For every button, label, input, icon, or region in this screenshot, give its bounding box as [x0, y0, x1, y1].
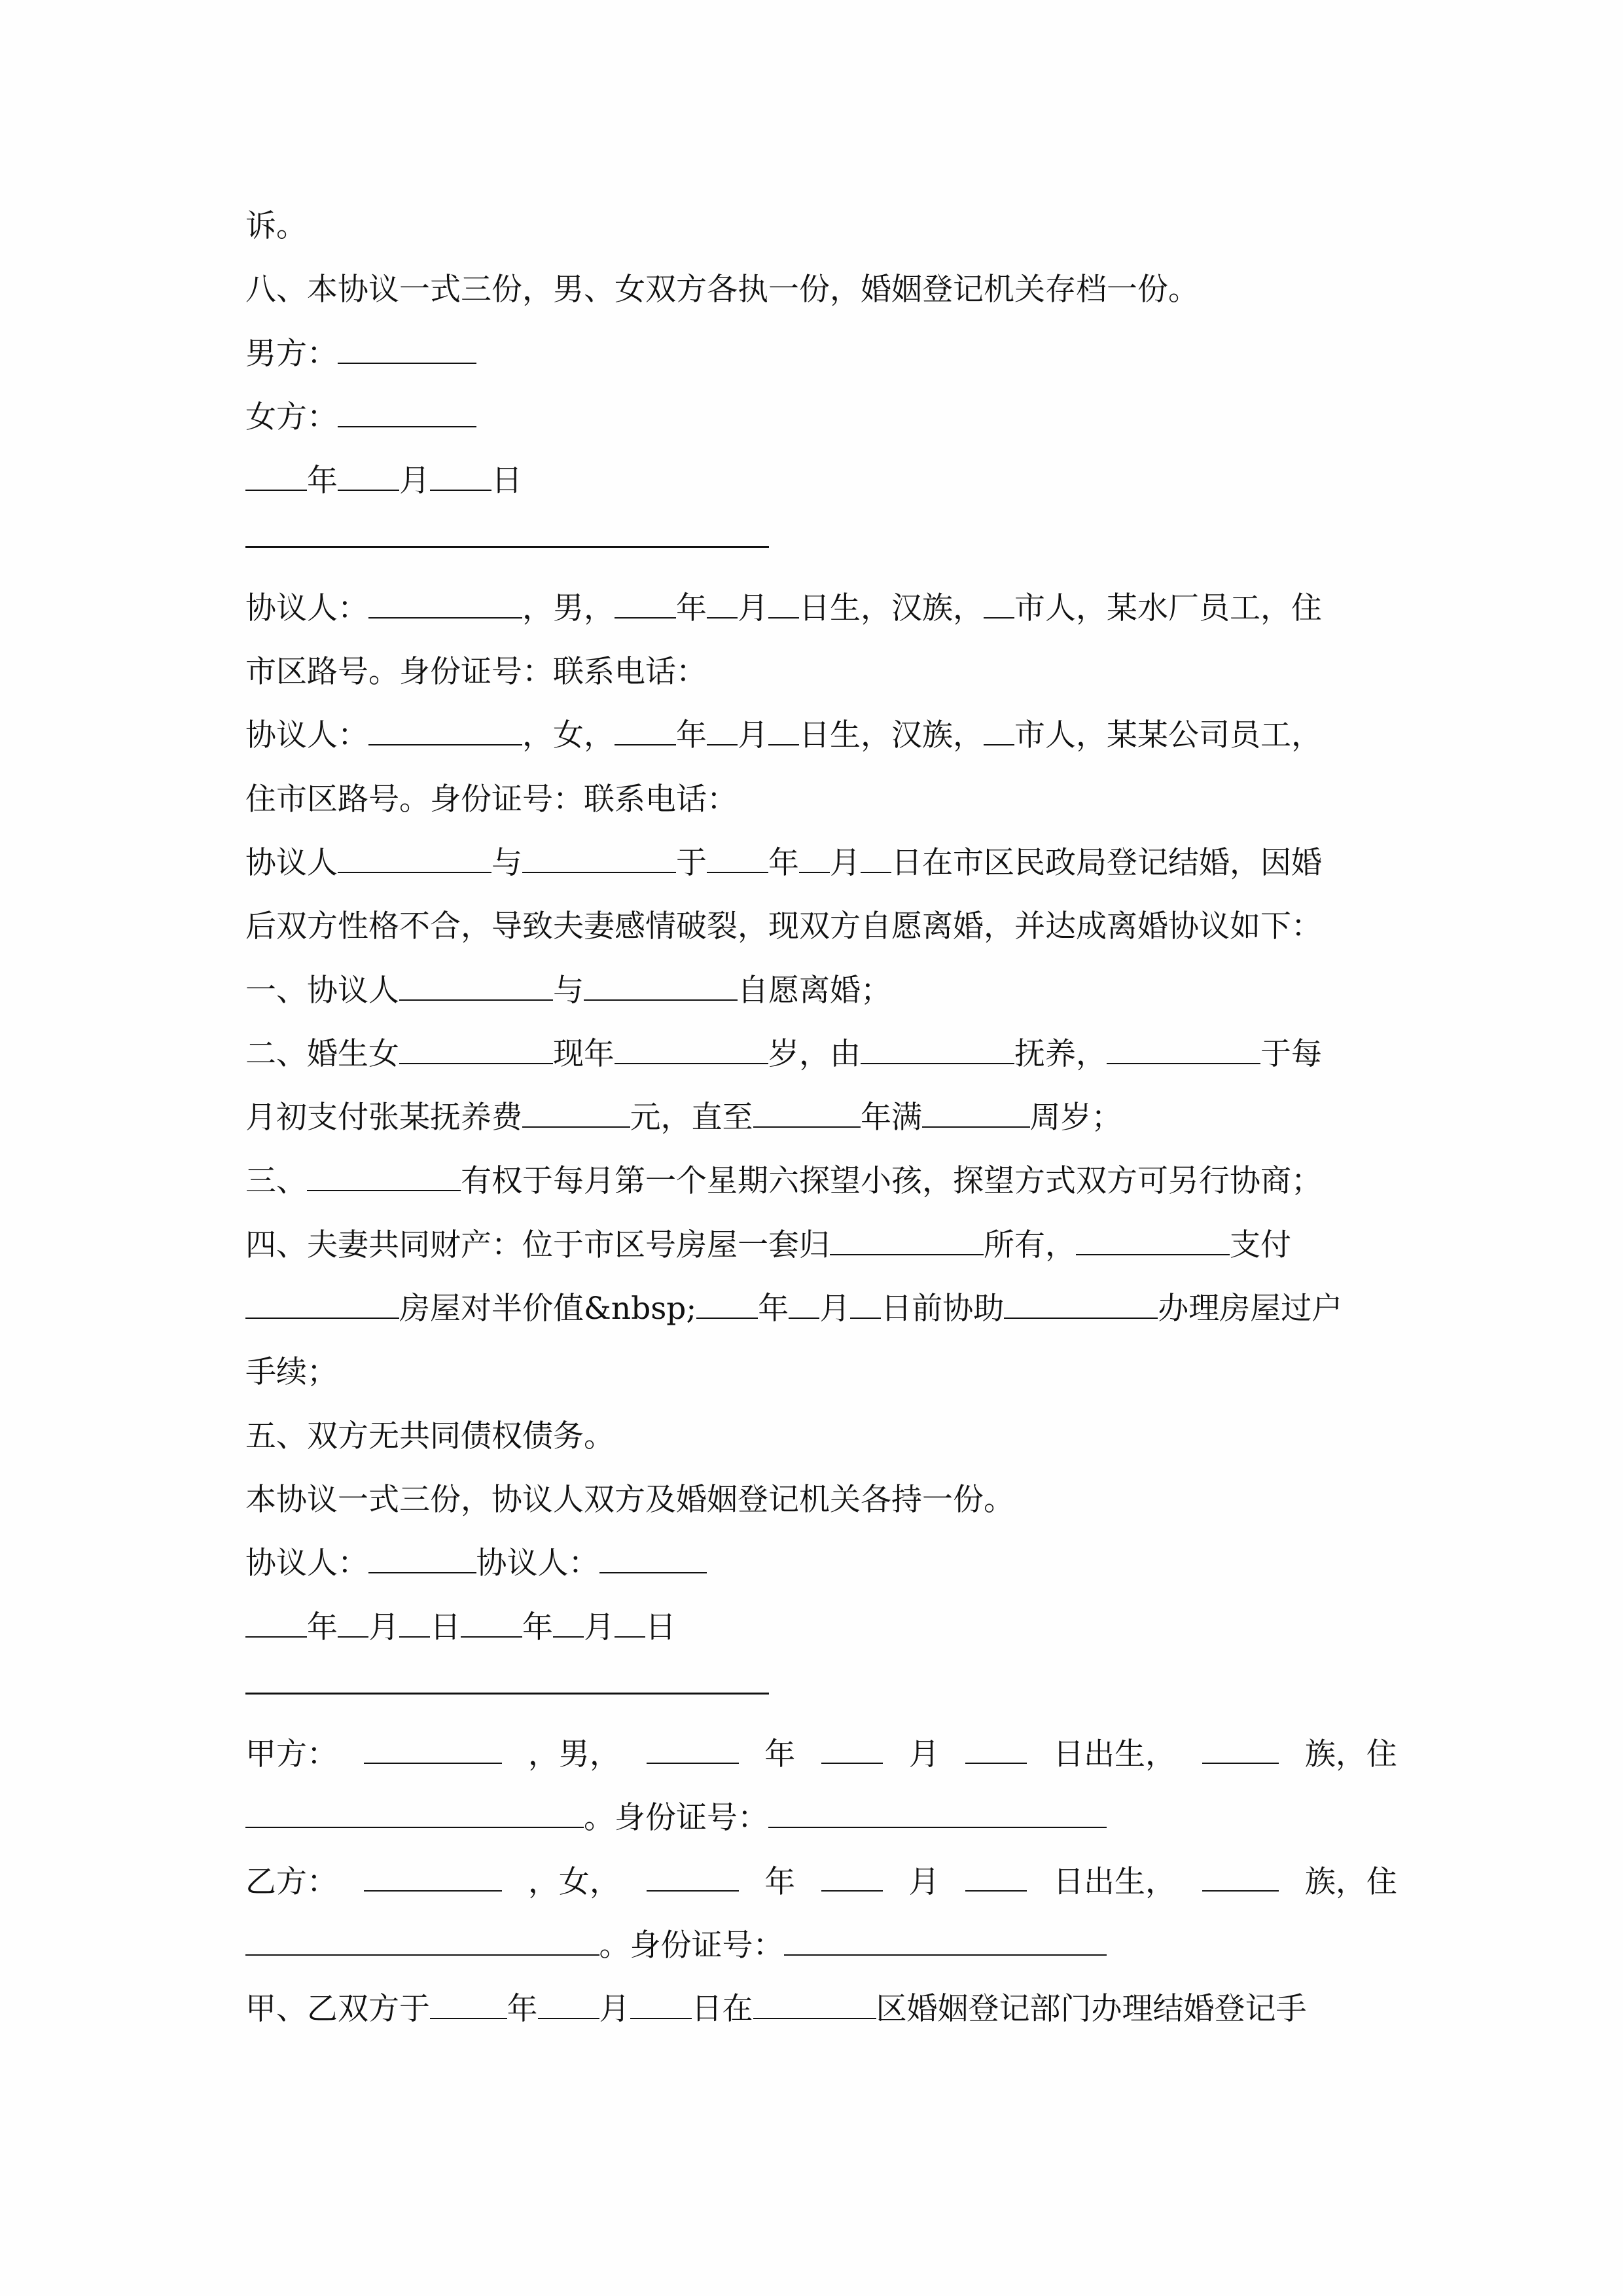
fill-in-blank[interactable] — [965, 1859, 1027, 1892]
text-segment: 月 — [908, 1863, 940, 1900]
text-segment: 与 — [553, 972, 584, 1009]
fill-in-blank[interactable] — [430, 458, 491, 491]
fill-in-blank[interactable] — [861, 1031, 1014, 1064]
text-segment: 月 — [738, 717, 768, 754]
fill-in-blank[interactable] — [245, 1795, 584, 1828]
text-segment: 抚养， — [1014, 1035, 1107, 1072]
text-segment: 日生，汉族， — [799, 717, 984, 754]
text-segment: 年 — [307, 1609, 338, 1645]
text-segment: 甲、乙双方于 — [245, 1991, 430, 2028]
fill-in-blank[interactable] — [338, 840, 491, 873]
text-segment: 乙方： — [245, 1863, 338, 1900]
text-segment: 日在 — [691, 1991, 753, 2028]
text-segment: 住市区路号。身份证号：联系电话： — [245, 781, 738, 817]
text-segment: 月 — [819, 1291, 851, 1327]
text-segment: 男方： — [245, 335, 338, 372]
fill-in-blank[interactable] — [599, 1541, 707, 1573]
document-body — [245, 203, 1397, 2050]
text-segment: 日 — [491, 463, 522, 499]
text-line — [245, 1731, 1397, 1795]
text-segment: 诉。 — [245, 208, 307, 244]
text-segment: 协议人： — [245, 1545, 368, 1582]
text-segment: 年 — [764, 1736, 796, 1773]
text-line — [245, 1604, 1397, 1668]
text-segment: 支付 — [1230, 1227, 1291, 1263]
text-line — [245, 203, 1397, 266]
fill-in-blank[interactable] — [647, 1859, 739, 1892]
fill-in-blank[interactable] — [799, 840, 830, 873]
text-segment: 房屋对半价值&nbsp; — [399, 1291, 697, 1327]
text-segment: 手续； — [245, 1354, 338, 1391]
text-segment: 日生，汉族， — [799, 590, 984, 626]
text-line — [245, 967, 1397, 1031]
text-line — [245, 1859, 1397, 1922]
text-segment: 年 — [676, 590, 707, 626]
text-line — [245, 903, 1397, 967]
text-segment: 后双方性格不合，导致夫妻感情破裂，现双方自愿离婚，并达成离婚协议如下： — [245, 908, 1322, 945]
text-segment: 区婚姻登记部门办理结婚登记手 — [876, 1991, 1307, 2028]
fill-in-blank[interactable] — [861, 840, 891, 873]
fill-in-blank[interactable] — [707, 713, 738, 745]
text-segment: 周岁； — [1029, 1100, 1122, 1136]
text-segment: 办理房屋过户 — [1158, 1291, 1343, 1327]
fill-in-blank[interactable] — [789, 1286, 819, 1319]
text-line — [245, 1094, 1397, 1158]
text-segment: 八、本协议一式三份，男、女双方各执一份，婚姻登记机关存档一份。 — [245, 272, 1199, 308]
text-line — [245, 1413, 1397, 1477]
text-segment: 女方： — [245, 399, 338, 435]
text-segment: 年 — [522, 1609, 553, 1645]
fill-in-blank[interactable] — [368, 1541, 476, 1573]
text-line — [245, 776, 1397, 840]
fill-in-blank[interactable] — [338, 395, 476, 427]
text-line — [245, 1986, 1397, 2049]
fill-in-blank[interactable] — [245, 1605, 307, 1638]
fill-in-blank[interactable] — [753, 1986, 876, 2019]
fill-in-blank[interactable] — [615, 713, 676, 745]
fill-in-blank[interactable] — [707, 840, 768, 873]
fill-in-blank[interactable] — [522, 840, 676, 873]
text-segment: 二、婚生女 — [245, 1035, 399, 1072]
text-line — [245, 1540, 1397, 1604]
fill-in-blank[interactable] — [245, 458, 307, 491]
fill-in-blank[interactable] — [630, 1986, 692, 2019]
text-segment: ，女， — [522, 717, 615, 754]
fill-in-blank[interactable] — [522, 1095, 630, 1128]
section-divider — [245, 1668, 769, 1695]
fill-in-blank[interactable] — [338, 458, 399, 491]
text-segment: 月 — [908, 1736, 940, 1773]
text-segment: 于 — [676, 844, 707, 881]
fill-in-blank[interactable] — [696, 1286, 758, 1319]
text-segment: 日出生， — [1053, 1736, 1176, 1773]
fill-in-blank[interactable] — [647, 1731, 739, 1764]
text-line — [245, 1285, 1397, 1349]
text-segment: 年 — [307, 463, 338, 499]
text-segment: 月 — [738, 590, 768, 626]
fill-in-blank[interactable] — [615, 1031, 768, 1064]
fill-in-blank[interactable] — [984, 713, 1014, 745]
text-segment: 日前协助 — [881, 1291, 1005, 1327]
text-segment: 四、夫妻共同财产：位于市区号房屋一套归 — [245, 1227, 830, 1263]
fill-in-blank[interactable] — [338, 1605, 368, 1638]
fill-in-blank[interactable] — [368, 713, 522, 745]
fill-in-blank[interactable] — [430, 1986, 507, 2019]
text-segment: 甲方： — [245, 1736, 338, 1773]
text-segment: 。身份证号： — [584, 1800, 768, 1837]
text-segment: 年 — [758, 1291, 789, 1327]
fill-in-blank[interactable] — [1076, 1223, 1230, 1255]
text-segment: 协议人： — [476, 1545, 599, 1582]
fill-in-blank[interactable] — [338, 331, 476, 364]
fill-in-blank[interactable] — [830, 1223, 984, 1255]
text-segment: 现年 — [553, 1035, 615, 1072]
fill-in-blank[interactable] — [784, 1923, 1107, 1956]
text-segment: 岁，由 — [768, 1035, 861, 1072]
fill-in-blank[interactable] — [615, 586, 676, 619]
text-line — [245, 1477, 1397, 1540]
text-line — [245, 585, 1397, 649]
text-line — [245, 1922, 1397, 1986]
fill-in-blank[interactable] — [399, 968, 553, 1001]
text-segment: 与 — [491, 844, 522, 881]
fill-in-blank[interactable] — [768, 1795, 1107, 1828]
text-segment: 年满 — [861, 1100, 922, 1136]
text-segment: 市区路号。身份证号：联系电话： — [245, 654, 707, 691]
text-segment: 有权于每月第一个星期六探望小孩，探望方式双方可另行协商； — [461, 1163, 1322, 1200]
text-line — [245, 840, 1397, 903]
text-line — [245, 457, 1397, 521]
text-segment: 市人，某某公司员工， — [1014, 717, 1322, 754]
text-line — [245, 649, 1397, 712]
fill-in-blank[interactable] — [307, 1158, 461, 1191]
fill-in-blank[interactable] — [707, 586, 738, 619]
text-segment: 三、 — [245, 1163, 307, 1200]
text-line — [245, 331, 1397, 394]
section-divider — [245, 521, 769, 548]
fill-in-blank[interactable] — [850, 1286, 881, 1319]
fill-in-blank[interactable] — [768, 713, 799, 745]
text-segment: 五、双方无共同债权债务。 — [245, 1418, 615, 1454]
separator-line — [245, 1668, 1397, 1731]
text-segment: 年 — [507, 1991, 538, 2028]
fill-in-blank[interactable] — [1107, 1031, 1260, 1064]
fill-in-blank[interactable] — [1202, 1731, 1279, 1764]
fill-in-blank[interactable] — [615, 1605, 645, 1638]
text-segment: 市人，某水厂员工，住 — [1014, 590, 1322, 626]
text-segment: 年 — [676, 717, 707, 754]
text-line — [245, 1031, 1397, 1094]
fill-in-blank[interactable] — [821, 1859, 883, 1892]
text-segment: 日 — [645, 1609, 676, 1645]
text-segment: ，女， — [527, 1863, 620, 1900]
text-line — [245, 394, 1397, 457]
fill-in-blank[interactable] — [538, 1986, 599, 2019]
text-segment: 日在市区民政局登记结婚，因婚 — [891, 844, 1322, 881]
text-line — [245, 266, 1397, 330]
fill-in-blank[interactable] — [768, 586, 799, 619]
text-segment: 元，直至 — [630, 1100, 753, 1136]
text-segment: 自愿离婚； — [738, 972, 891, 1009]
fill-in-blank[interactable] — [753, 1095, 861, 1128]
text-segment: 协议人 — [245, 844, 338, 881]
text-segment: 族，住 — [1304, 1736, 1397, 1773]
text-segment: 日 — [430, 1609, 461, 1645]
fill-in-blank[interactable] — [1004, 1286, 1158, 1319]
text-segment: 协议人： — [245, 717, 368, 754]
text-segment: 月 — [584, 1609, 615, 1645]
fill-in-blank[interactable] — [984, 586, 1014, 619]
text-segment: 月 — [830, 844, 861, 881]
fill-in-blank[interactable] — [399, 1031, 553, 1064]
fill-in-blank[interactable] — [368, 586, 522, 619]
text-line — [245, 1795, 1397, 1858]
text-segment: 协议人： — [245, 590, 368, 626]
text-segment: 于每 — [1260, 1035, 1322, 1072]
text-segment: 月 — [599, 1991, 630, 2028]
fill-in-blank[interactable] — [584, 968, 738, 1001]
fill-in-blank[interactable] — [821, 1731, 883, 1764]
fill-in-blank[interactable] — [965, 1731, 1027, 1764]
separator-line — [245, 521, 1397, 584]
text-segment: ，男， — [527, 1736, 620, 1773]
text-segment: 一、协议人 — [245, 972, 399, 1009]
text-segment: 月 — [399, 463, 430, 499]
fill-in-blank[interactable] — [461, 1605, 522, 1638]
text-segment: 月初支付张某抚养费 — [245, 1100, 522, 1136]
text-segment: 日出生， — [1053, 1863, 1176, 1900]
fill-in-blank[interactable] — [245, 1286, 399, 1319]
text-segment: 年 — [768, 844, 799, 881]
fill-in-blank[interactable] — [922, 1095, 1030, 1128]
text-line — [245, 1349, 1397, 1412]
fill-in-blank[interactable] — [1202, 1859, 1279, 1892]
text-segment: 所有， — [984, 1227, 1076, 1263]
fill-in-blank[interactable] — [245, 1923, 599, 1956]
text-line — [245, 712, 1397, 776]
text-segment: ，男， — [522, 590, 615, 626]
fill-in-blank[interactable] — [364, 1859, 503, 1892]
text-segment: 月 — [368, 1609, 399, 1645]
text-segment: 族，住 — [1304, 1863, 1397, 1900]
text-line — [245, 1222, 1397, 1285]
text-line — [245, 1158, 1397, 1221]
fill-in-blank[interactable] — [364, 1731, 503, 1764]
text-segment: 。身份证号： — [599, 1928, 784, 1964]
fill-in-blank[interactable] — [553, 1605, 584, 1638]
text-segment: 年 — [764, 1863, 796, 1900]
text-segment: 本协议一式三份，协议人双方及婚姻登记机关各持一份。 — [245, 1481, 1014, 1518]
fill-in-blank[interactable] — [399, 1605, 430, 1638]
